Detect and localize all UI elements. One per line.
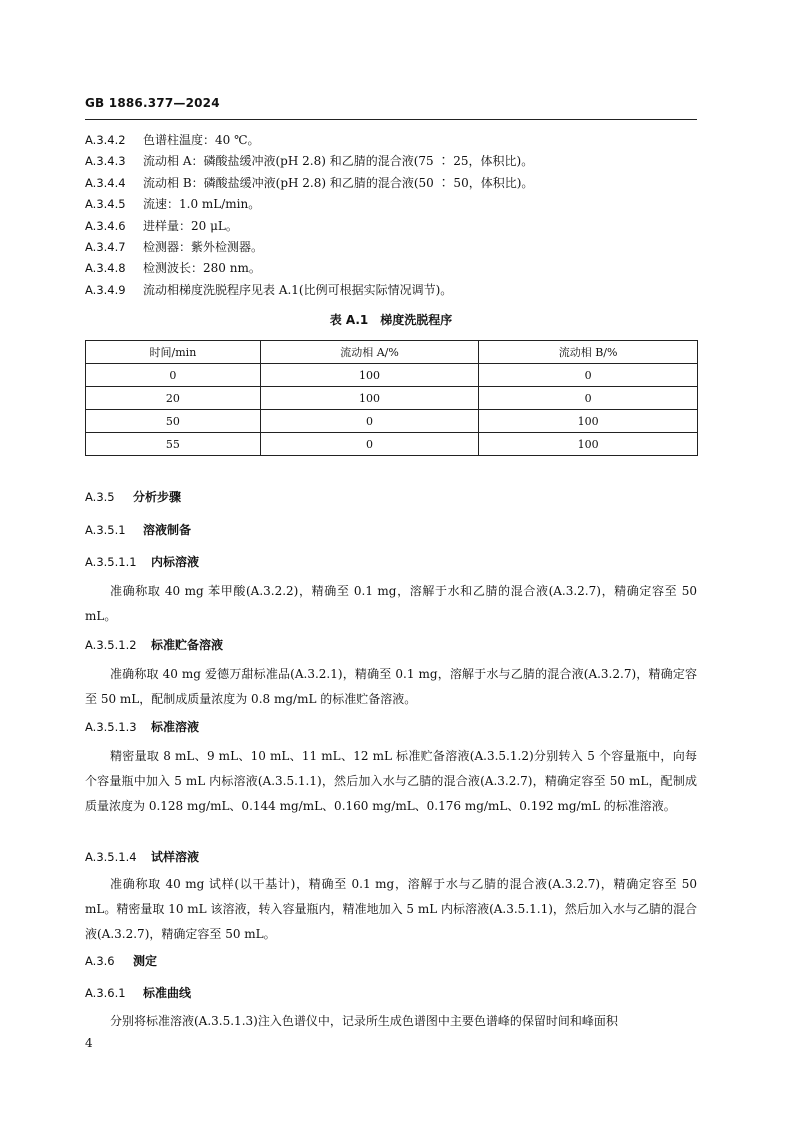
- item-a346: [85, 217, 238, 234]
- section-title: 测定: [133, 954, 158, 968]
- item-text: 流动相 B：磷酸盐缓冲液(pH 2.8) 和乙腈的混合液(50 ∶ 50，体积比)。: [143, 176, 534, 190]
- item-number: A.3.4.5: [85, 197, 126, 211]
- section-number: A.3.5.1.1: [85, 555, 137, 569]
- item-text: 流动相梯度洗脱程序见表 A.1(比例可根据实际情况调节)。: [143, 283, 453, 297]
- item-text: 进样量：20 μL。: [143, 219, 238, 233]
- item-number: A.3.4.3: [85, 154, 126, 168]
- item-a348: [85, 259, 261, 276]
- section-heading-a36: [85, 952, 157, 969]
- section-heading-a3511: [85, 553, 199, 570]
- section-heading-a351: [85, 521, 191, 538]
- table-row: [86, 364, 698, 387]
- table-header-row: [86, 341, 698, 364]
- section-heading-a35: [85, 488, 181, 505]
- table-cell: 50: [86, 410, 261, 433]
- section-number: A.3.6: [85, 954, 115, 968]
- table-cell: 0: [479, 364, 698, 387]
- section-title: 标准贮备溶液: [151, 638, 224, 652]
- item-text: 流动相 A：磷酸盐缓冲液(pH 2.8) 和乙腈的混合液(75 ∶ 25，体积比)。: [143, 154, 534, 168]
- item-a349: [85, 281, 452, 298]
- item-a342: [85, 131, 260, 148]
- col-header-phase-a: 流动相 A/%: [260, 341, 478, 364]
- section-number: A.3.5: [85, 490, 115, 504]
- item-number: A.3.4.2: [85, 133, 126, 147]
- section-number: A.3.5.1: [85, 523, 126, 537]
- section-number: A.3.6.1: [85, 986, 126, 1000]
- table-caption: 表 A.1 梯度洗脱程序: [329, 313, 453, 327]
- item-number: A.3.4.7: [85, 240, 126, 254]
- section-title: 分析步骤: [133, 490, 182, 504]
- item-a344: [85, 174, 533, 191]
- table-cell: 0: [260, 433, 478, 456]
- standard-header: GB 1886.377—2024: [85, 96, 220, 110]
- section-heading-a3513: [85, 718, 199, 735]
- table-row: [86, 410, 698, 433]
- section-title: 标准溶液: [151, 720, 200, 734]
- section-title: 标准曲线: [143, 986, 192, 1000]
- section-title: 溶液制备: [143, 523, 192, 537]
- paragraph-internal-standard: 准确称取 40 mg 苯甲酸(A.3.2.2)，精确至 0.1 mg，溶解于水和乙腈的混合液(A.3.2.7)，精确定容至 50 mL。: [85, 584, 697, 623]
- table-cell: 0: [479, 387, 698, 410]
- item-text: 检测器：紫外检测器。: [143, 240, 264, 254]
- section-heading-a361: [85, 984, 191, 1001]
- table-cell: 20: [86, 387, 261, 410]
- table-cell: 55: [86, 433, 261, 456]
- col-header-phase-b: 流动相 B/%: [479, 341, 698, 364]
- section-title: 内标溶液: [151, 555, 200, 569]
- item-text: 流速：1.0 mL/min。: [143, 197, 261, 211]
- item-number: A.3.4.8: [85, 261, 126, 275]
- table-cell: 100: [479, 433, 698, 456]
- col-header-time: 时间/min: [86, 341, 261, 364]
- paragraph-calibration: 分别将标准溶液(A.3.5.1.3)注入色谱仪中，记录所生成色谱图中主要色谱峰的保留时间和峰面积: [110, 1014, 618, 1028]
- item-number: A.3.4.9: [85, 283, 126, 297]
- paragraph-sample-solution: 准确称取 40 mg 试样(以干基计)，精确至 0.1 mg，溶解于水与乙腈的混合液(A.3.2.7)，精确定容至 50 mL。精密量取 10 mL 该溶液，转入容量瓶内，精准地加入 5 mL 内标溶液(A.3.5.1.1)，然后加入水与乙腈的混合液(A.3.2.7)，精确定容至 50 mL。: [85, 877, 697, 941]
- paragraph-standard-solution: 精密量取 8 mL、9 mL、10 mL、11 mL、12 mL 标准贮备溶液(A.3.5.1.2)分别转入 5 个容量瓶中，向每个容量瓶中加入 5 mL 内标溶液(A.3.5.1.1)，然后加入水与乙腈的混合液(A.3.2.7)，精确定容至 50 mL，配制成质量浓度为 0.128 mg/mL、0.144 mg/mL、0.160 mg/mL、0.176 mg/mL、0.192 mg/mL 的标准溶液。: [85, 749, 697, 813]
- item-text: 检测波长：280 nm。: [143, 261, 261, 275]
- item-a343: [85, 152, 533, 169]
- item-a345: [85, 195, 260, 212]
- table-cell: 100: [260, 364, 478, 387]
- section-heading-a3514: [85, 848, 199, 865]
- header-rule: [85, 119, 697, 120]
- section-title: 试样溶液: [151, 850, 200, 864]
- item-text: 色谱柱温度：40 ℃。: [143, 133, 260, 147]
- table-cell: 100: [479, 410, 698, 433]
- item-a347: [85, 238, 263, 255]
- section-heading-a3512: [85, 636, 223, 653]
- gradient-table: [85, 340, 698, 456]
- page-number: 4: [85, 1036, 93, 1050]
- item-number: A.3.4.6: [85, 219, 126, 233]
- section-number: A.3.5.1.2: [85, 638, 137, 652]
- table-row: [86, 433, 698, 456]
- table-cell: 0: [86, 364, 261, 387]
- table-cell: 0: [260, 410, 478, 433]
- section-number: A.3.5.1.3: [85, 720, 137, 734]
- table-cell: 100: [260, 387, 478, 410]
- table-row: [86, 387, 698, 410]
- paragraph-stock-solution: 准确称取 40 mg 爱德万甜标准品(A.3.2.1)，精确至 0.1 mg，溶解于水与乙腈的混合液(A.3.2.7)，精确定容至 50 mL，配制成质量浓度为 0.8 mg/mL 的标准贮备溶液。: [85, 667, 697, 706]
- item-number: A.3.4.4: [85, 176, 126, 190]
- section-number: A.3.5.1.4: [85, 850, 137, 864]
